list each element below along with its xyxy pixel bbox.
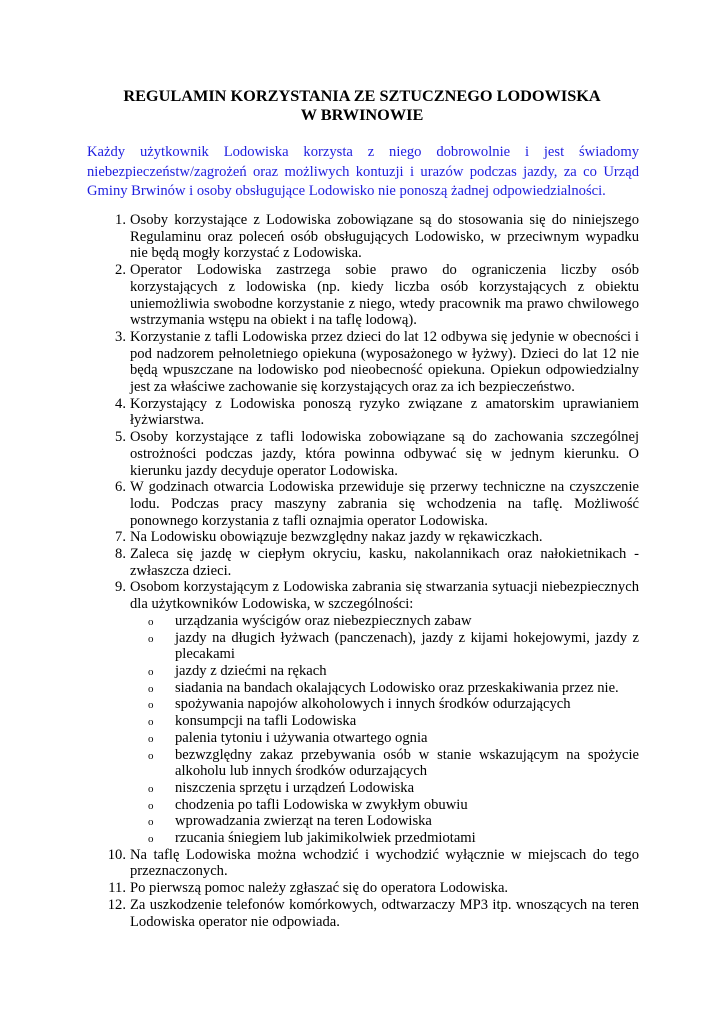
circle-bullet-icon: o <box>148 782 154 795</box>
rule-number: 6. <box>115 479 126 496</box>
circle-bullet-icon: o <box>148 632 154 645</box>
rule-number: 7. <box>115 529 126 546</box>
rule-number: 11. <box>108 880 126 897</box>
rule-text: Osoby korzystające z tafli lodowiska zobowiązane są do zachowania szczególnej ostrożności podczas jazdy, która powinna odbywać się w jednym kierunku. O kierunku jazdy decyduje operator Lodowiska. <box>130 429 639 479</box>
rule-item <box>107 896 639 930</box>
rule-text: Korzystanie z tafli Lodowiska przez dzieci do lat 12 odbywa się jedynie w obecności i pod nadzorem pełnoletniego opiekuna (wyposażonego w łyżwy). Dzieci do lat 12 nie będą wpuszczane na lodowisko pod nieobecność opiekuna. Opiekun odpowiedzialny jest za właściwe zachowanie się korzystających oraz za ich bezpieczeństwo. <box>130 328 639 396</box>
prohibition-item <box>130 813 639 830</box>
prohibition-item <box>130 797 639 814</box>
prohibition-text: jazdy z dziećmi na rękach <box>175 662 327 679</box>
circle-bullet-icon: o <box>148 615 154 628</box>
prohibitions-list <box>130 613 639 847</box>
prohibition-text: rzucania śniegiem lub jakimikolwiek przedmiotami <box>175 830 476 847</box>
rule-text: Operator Lodowiska zastrzega sobie prawo do ograniczenia liczby osób korzystających z lodowiska (np. kiedy liczba osób korzystających z obiektu uniemożliwia swobodne korzystanie z niego, wtedy pracownik ma prawo chwilowego wstrzymania wstępu na obiekt i na taflę lodową). <box>130 262 639 329</box>
circle-bullet-icon: o <box>148 833 154 846</box>
circle-bullet-icon: o <box>148 699 154 712</box>
prohibition-item <box>130 630 639 663</box>
prohibition-text: chodzenia po tafli Lodowiska w zwykłym obuwiu <box>175 796 468 813</box>
rule-number: 9. <box>115 579 126 596</box>
prohibition-item <box>130 747 639 780</box>
prohibition-item <box>130 696 639 713</box>
rule-item <box>115 579 639 847</box>
intro-paragraph: Każdy użytkownik Lodowiska korzysta z niego dobrowolnie i jest świadomy niebezpieczeństw/zagrożeń oraz możliwych kontuzji i urazów podczas jazdy, za co Urząd Gminy Brwinów i osoby obsługujące Lodowisko nie ponoszą żadnej odpowiedzialności. <box>87 144 639 199</box>
rule-item <box>115 529 639 546</box>
rule-text: Osoby korzystające z Lodowiska zobowiązane są do stosowania się do niniejszego Regulaminu oraz poleceń osób obsługujących Lodowisko, w przeciwnym wypadku nie będą mogły korzystać z Lodowiska. <box>130 212 639 262</box>
circle-bullet-icon: o <box>148 682 154 695</box>
rules-list <box>107 212 639 930</box>
rule-number: 5. <box>115 429 126 446</box>
title-line-2: W BRWINOWIE <box>300 105 424 124</box>
circle-bullet-icon: o <box>148 799 154 812</box>
rule-text: Po pierwszą pomoc należy zgłaszać się do operatora Lodowiska. <box>130 880 509 897</box>
rule-item <box>115 429 639 479</box>
rule-text: Osobom korzystającym z Lodowiska zabrania się stwarzania sytuacji niebezpiecznych dla użytkowników Lodowiska, w szczególności: <box>130 579 639 613</box>
prohibition-text: konsumpcji na tafli Lodowiska <box>175 713 357 730</box>
rule-item <box>108 880 639 897</box>
rule-text: Na taflę Lodowiska można wchodzić i wychodzić wyłącznie w miejscach do tego przeznaczonych. <box>130 846 639 880</box>
prohibition-text: bezwzględny zakaz przebywania osób w stanie wskazującym na spożycie alkoholu lub innych środków odurzających <box>175 746 639 780</box>
rule-item <box>115 479 639 529</box>
rule-item <box>107 846 639 880</box>
prohibition-text: palenia tytoniu i używania otwartego ognia <box>175 729 428 746</box>
rule-item <box>115 212 639 262</box>
circle-bullet-icon: o <box>148 665 154 678</box>
prohibition-item <box>130 613 639 630</box>
prohibition-text: siadania na bandach okalających Lodowisko oraz przeskakiwania przez nie. <box>175 679 619 696</box>
rule-item <box>115 262 639 329</box>
rule-item <box>115 546 639 579</box>
rule-text: Korzystający z Lodowiska ponoszą ryzyko związane z amatorskim uprawianiem łyżwiarstwa. <box>130 395 639 429</box>
prohibition-item <box>130 830 639 847</box>
rule-item <box>115 395 639 429</box>
prohibition-text: spożywania napojów alkoholowych i innych środków odurzających <box>175 696 571 713</box>
rule-text: Zaleca się jazdę w ciepłym okryciu, kasku, nakolannikach oraz nałokietnikach - zwłaszcza dzieci. <box>130 546 639 579</box>
rule-number: 1. <box>115 212 126 228</box>
circle-bullet-icon: o <box>148 816 154 829</box>
prohibition-text: wprowadzania zwierząt na teren Lodowiska <box>175 813 432 830</box>
rule-number: 2. <box>115 262 126 279</box>
rule-item <box>115 328 639 396</box>
rule-text: Na Lodowisku obowiązuje bezwzględny nakaz jazdy w rękawiczkach. <box>130 529 543 546</box>
title-line-1: REGULAMIN KORZYSTANIA ZE SZTUCZNEGO LODOWISKA <box>123 86 601 105</box>
rule-text: W godzinach otwarcia Lodowiska przewiduje się przerwy techniczne na czyszczenie lodu. Podczas pracy maszyny zabrania się wchodzenia na taflę. Możliwość ponownego korzystania z tafli oznajmia operator Lodowiska. <box>130 479 639 529</box>
prohibition-text: urządzania wyścigów oraz niebezpiecznych zabaw <box>175 612 472 629</box>
rule-number: 8. <box>115 546 126 563</box>
circle-bullet-icon: o <box>148 732 154 745</box>
rule-number: 4. <box>115 395 126 412</box>
document-title <box>0 86 724 124</box>
prohibition-item <box>130 713 639 730</box>
rule-number: 3. <box>115 328 126 345</box>
prohibition-text: niszczenia sprzętu i urządzeń Lodowiska <box>175 779 415 796</box>
prohibition-item <box>130 680 639 697</box>
rule-text: Za uszkodzenie telefonów komórkowych, odtwarzaczy MP3 itp. wnoszących na teren Lodowiska operator nie odpowiada. <box>130 896 639 930</box>
prohibition-item <box>130 730 639 747</box>
rule-number: 10. <box>107 846 126 863</box>
circle-bullet-icon: o <box>148 749 154 762</box>
prohibition-item <box>130 663 639 680</box>
rule-number: 12. <box>107 896 126 913</box>
prohibition-text: jazdy na długich łyżwach (panczenach), jazdy z kijami hokejowymi, jazdy z plecakami <box>175 629 639 663</box>
prohibition-item <box>130 780 639 797</box>
circle-bullet-icon: o <box>148 716 154 729</box>
